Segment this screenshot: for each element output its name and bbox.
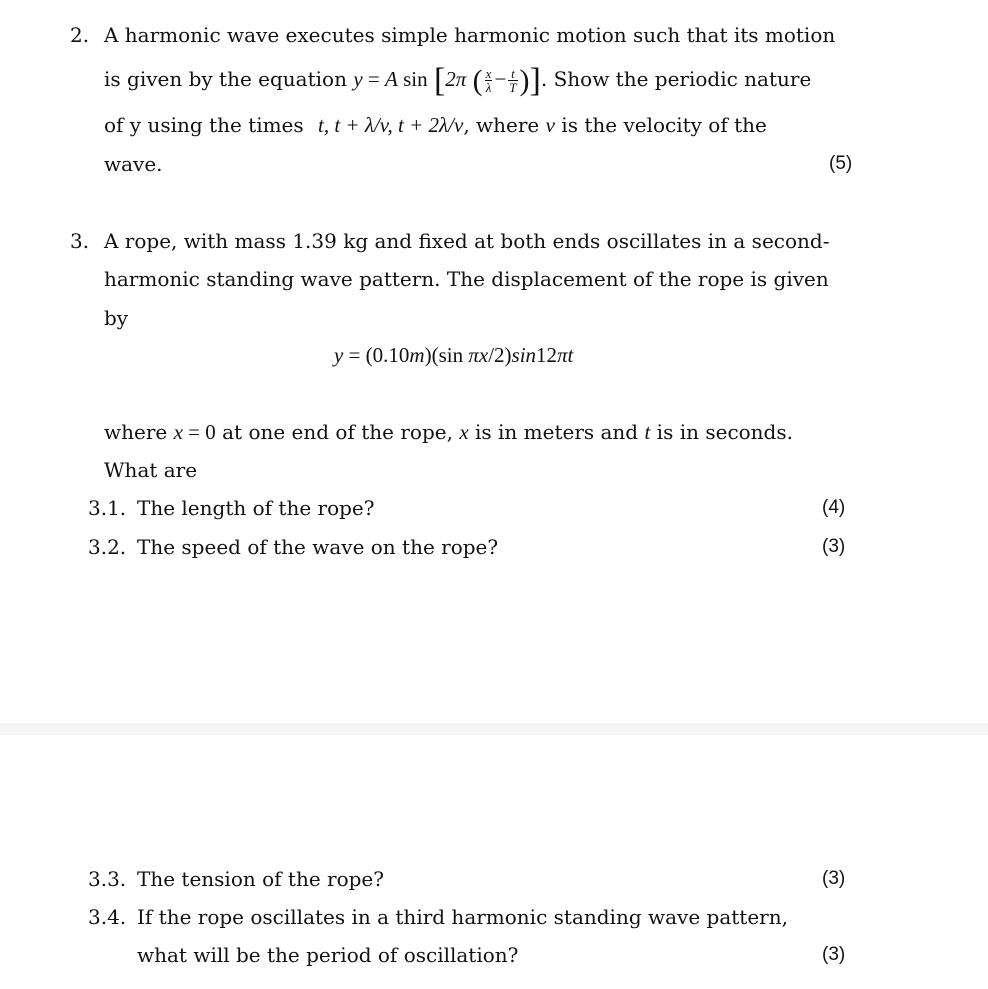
subquestion-number: 3.1. [88, 496, 127, 520]
subquestion-text-continued: what will be the period of oscillation? [137, 943, 519, 967]
question-3-what-are: What are [104, 458, 198, 482]
wave-equation: y = A sin [2π ( $\frac{x}{\lambda}$ − $\frac{t}{T}$ )] [353, 62, 541, 99]
subquestion-text: The tension of the rope? [137, 867, 384, 891]
page-2 [0, 735, 988, 989]
question-3-number: 3. [70, 229, 90, 253]
displacement-equation: y = (0.10m)(sin πx/2)sin12πt [334, 343, 574, 367]
subquestion-number: 3.4. [88, 905, 127, 929]
question-2-line-4: wave. [104, 152, 163, 176]
question-3-line-1: A rope, with mass 1.39 kg and fixed at both ends oscillates in a second- [104, 229, 830, 253]
subquestion-text: The length of the rope? [137, 496, 375, 520]
question-3-where-line: where x = 0 at one end of the rope, x is in meters and t is in seconds. [104, 420, 793, 444]
subquestion-number: 3.3. [88, 867, 127, 891]
question-3-line-3: by [104, 306, 129, 330]
subquestion-number: 3.2. [88, 535, 127, 559]
question-2-line-1: A harmonic wave executes simple harmonic motion such that its motion [104, 23, 836, 47]
subquestion-marks: (3) [822, 944, 846, 965]
subquestion-marks: (4) [822, 497, 846, 518]
question-2-marks: (5) [829, 153, 853, 174]
subquestion-marks: (3) [822, 868, 846, 889]
question-2-number: 2. [70, 23, 90, 47]
question-2-line-2: is given by the equation y = A sin [2π ( $\frac{x}{\lambda}$ − $\frac{t}{T}$ )]. Show the periodic nature [104, 62, 812, 99]
page-break [0, 723, 988, 735]
question-3-line-2: harmonic standing wave pattern. The displacement of the rope is given [104, 267, 829, 291]
subquestion-text: If the rope oscillates in a third harmonic standing wave pattern, [137, 905, 788, 929]
subquestion-marks: (3) [822, 536, 846, 557]
subquestion-text: The speed of the wave on the rope? [137, 535, 499, 559]
question-2-line-3: of y using the times t, t + λ/v, t + 2λ/v, where v is the velocity of the [104, 113, 767, 137]
